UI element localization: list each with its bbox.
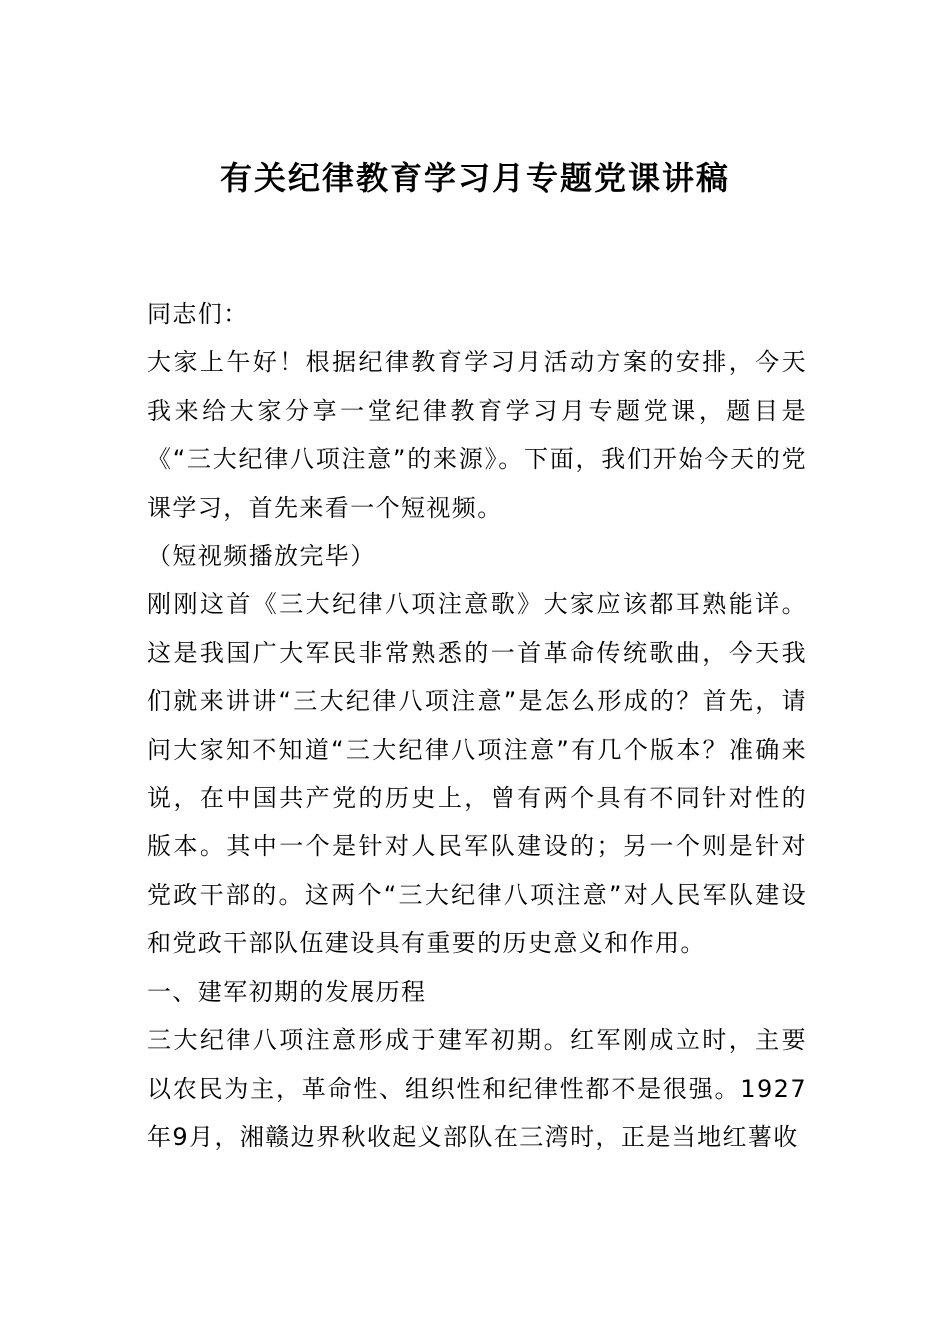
paragraph-video-note: （短视频播放完毕） <box>147 542 376 571</box>
paragraph-opening: 大家上午好！根据纪律教育学习月活动方案的安排，今天我来给大家分享一堂纪律教育学习月专题党课，题目是《“三大纪律八项注意”的来源》。下面，我们开始今天的党课学习，首先来看一个短视频。 <box>147 348 807 522</box>
document-body <box>147 290 807 1161</box>
paragraph-section-1: 三大纪律八项注意形成于建军初期。红军刚成立时，主要以农民为主，革命性、组织性和纪律性都不是很强。1927年9月，湘赣边界秋收起义部队在三湾时，正是当地红薯收 <box>147 1026 807 1151</box>
document-title: 有关纪律教育学习月专题党课讲稿 <box>219 159 730 197</box>
paragraph-greeting: 同志们： <box>147 300 249 328</box>
section-heading-1: 一、建军初期的发展历程 <box>147 977 427 1006</box>
paragraph-intro: 刚刚这首《三大纪律八项注意歌》大家应该都耳熟能详。这是我国广大军民非常熟悉的一首革命传统歌曲，今天我们就来讲讲“三大纪律八项注意”是怎么形成的？首先，请问大家知不知道“三大纪律八项注意”有几个版本？准确来说，在中国共产党的历史上，曾有两个具有不同针对性的版本。其中一个是针对人民军队建设的；另一个则是针对党政干部的。这两个“三大纪律八项注意”对人民军队建设和党政干部队伍建设具有重要的历史意义和作用。 <box>147 590 807 958</box>
